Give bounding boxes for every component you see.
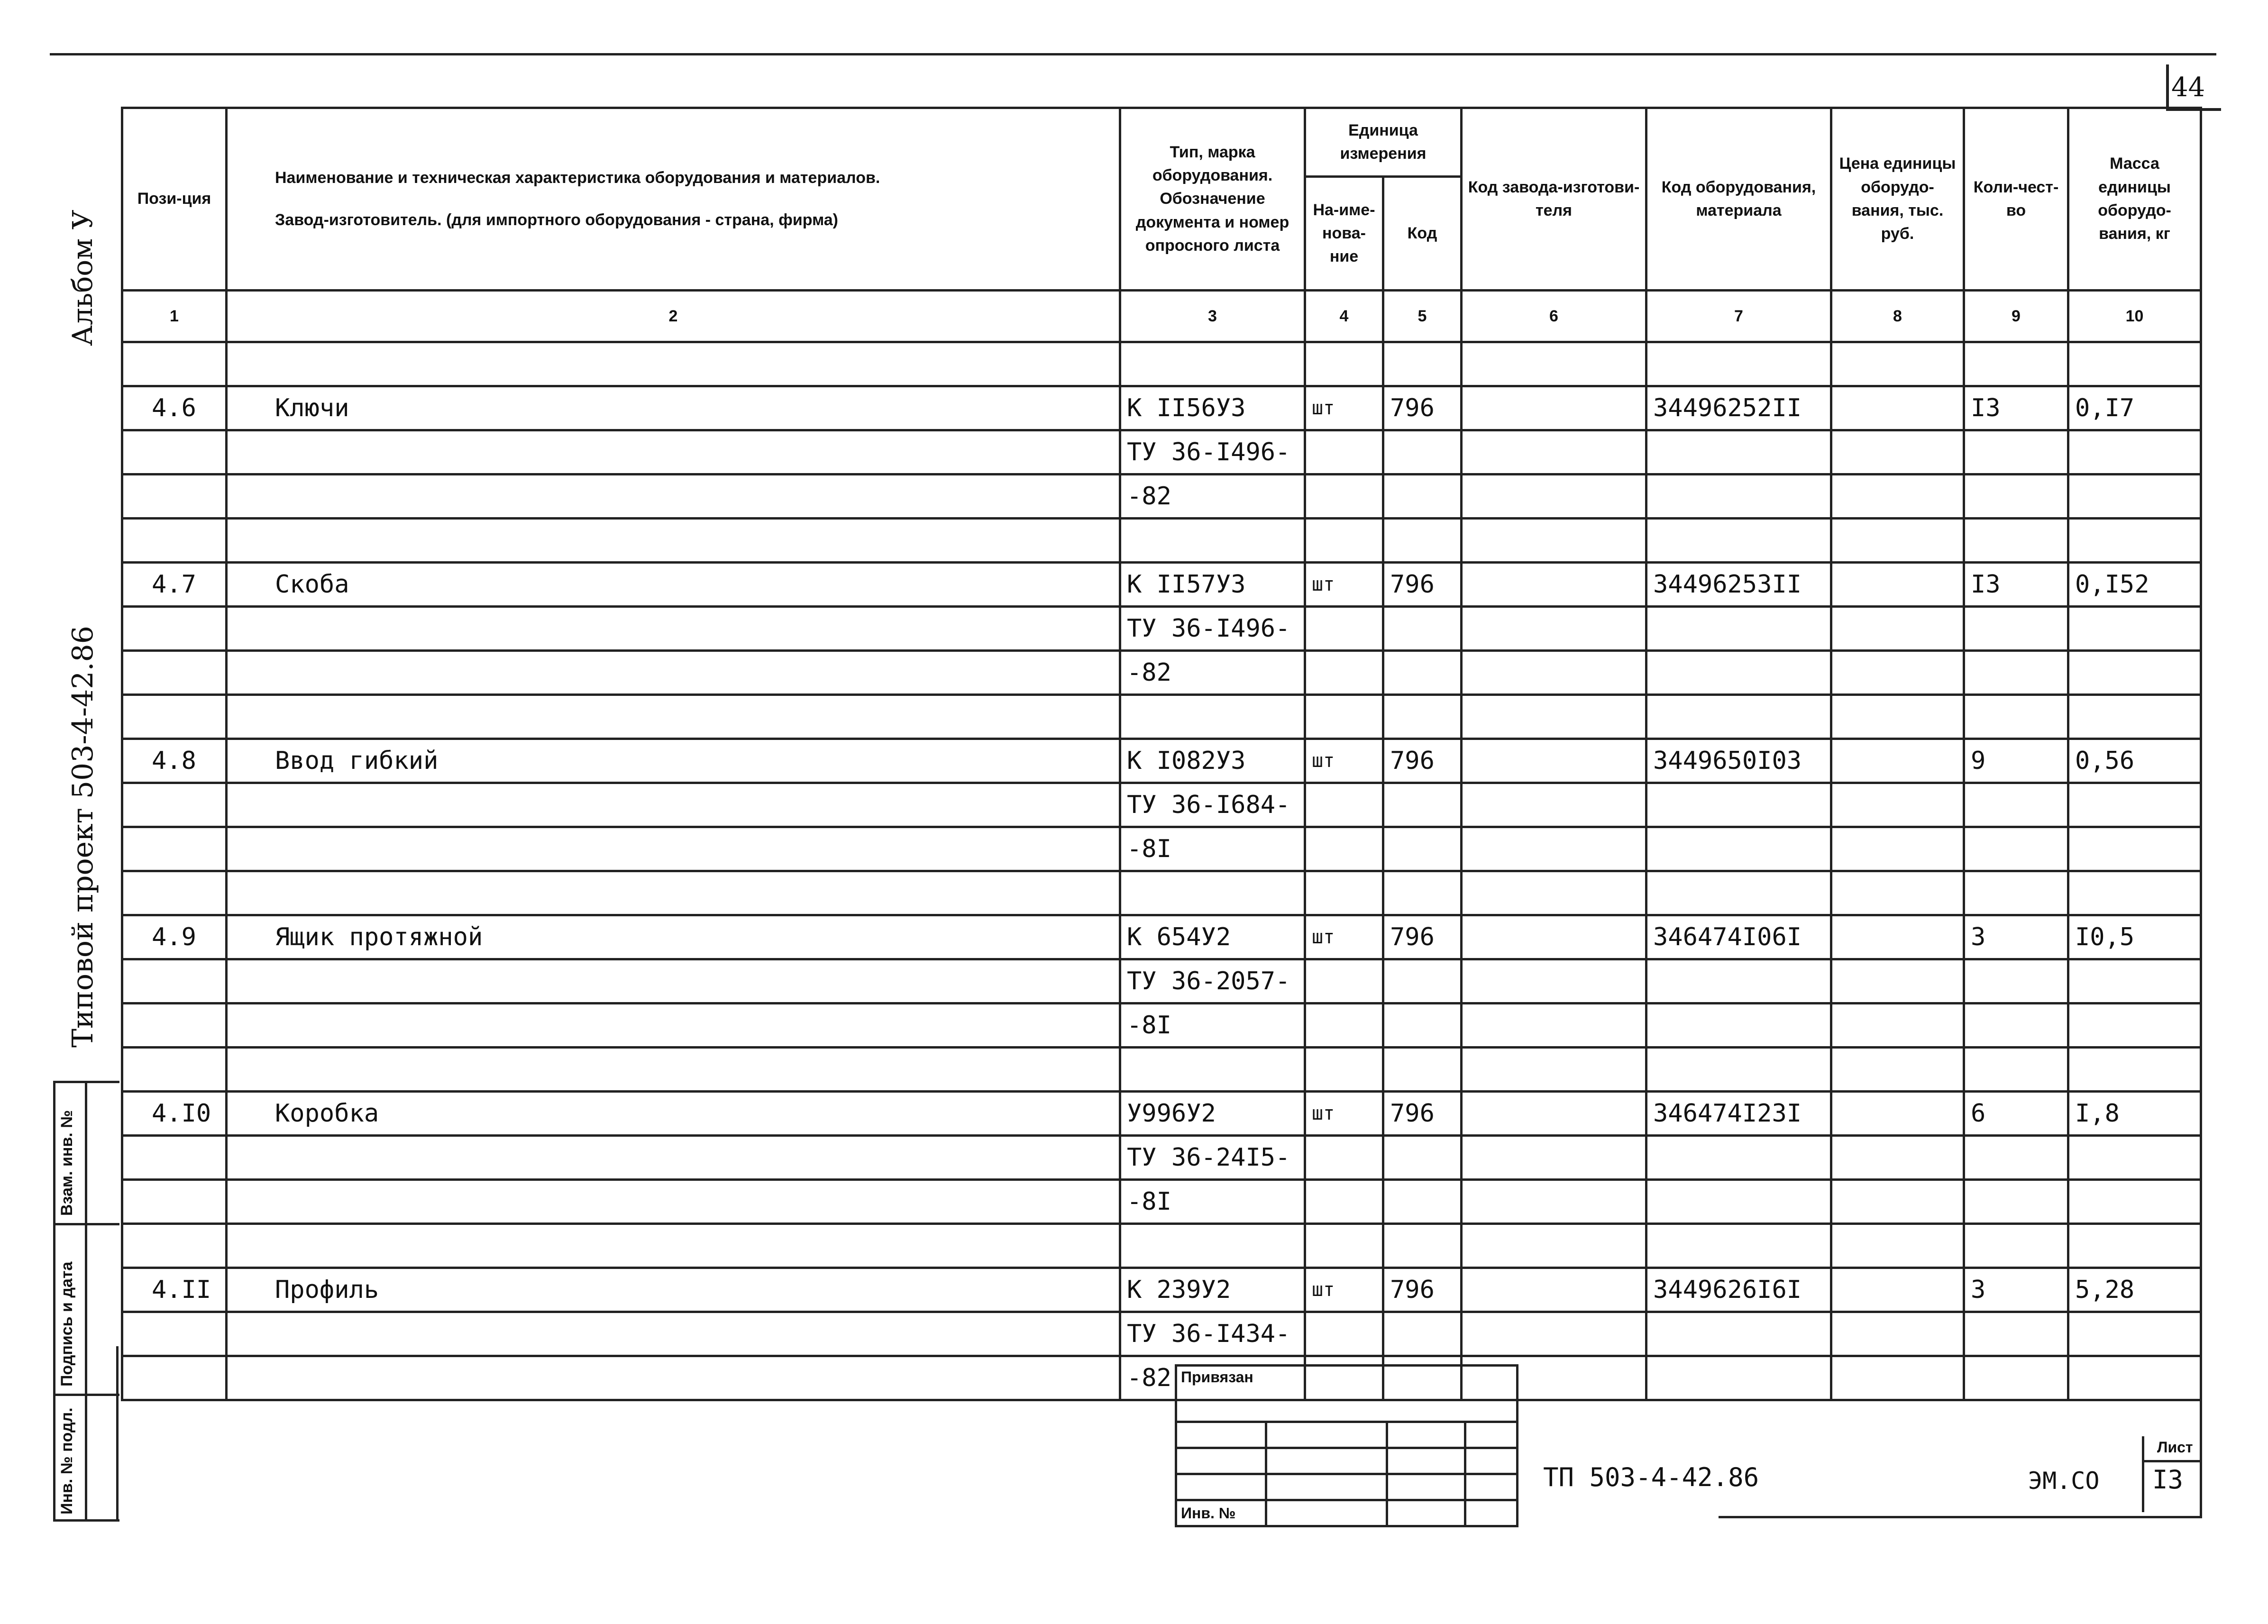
- specification-table: [121, 107, 2202, 1401]
- item-pos: 4.7: [122, 563, 227, 607]
- frame-left-line: [116, 1346, 119, 1522]
- col-number: 8: [1831, 291, 1964, 342]
- item-equip-code: 34496252II: [1646, 386, 1831, 430]
- item-unit: шт: [1305, 386, 1383, 430]
- item-name: Профиль: [227, 1268, 1120, 1312]
- item-unit: шт: [1305, 915, 1383, 959]
- page-number: 44: [2171, 72, 2205, 103]
- spacer-row: [122, 519, 2201, 563]
- col-header-type: Тип, марка оборудования. Обозначение документа и номер опросного листа: [1120, 108, 1305, 291]
- item-pos: 4.I0: [122, 1092, 227, 1136]
- item-unit: шт: [1305, 563, 1383, 607]
- table-row: [122, 827, 2201, 871]
- table-row: [122, 1004, 2201, 1048]
- col-number: 5: [1383, 291, 1462, 342]
- col-number: 1: [122, 291, 227, 342]
- item-qty: 3: [1964, 1268, 2068, 1312]
- item-unit-code: 796: [1383, 739, 1462, 783]
- column-number-row: [122, 291, 2201, 342]
- item-unit-code: 796: [1383, 1092, 1462, 1136]
- item-pos: 4.6: [122, 386, 227, 430]
- col-number: 4: [1305, 291, 1383, 342]
- col-header-mass: Масса единицы оборудо-вания, кг: [2068, 108, 2201, 291]
- col-header-price: Цена единицы оборудо-вания, тыс. руб.: [1831, 108, 1964, 291]
- sheet-number: I3: [2152, 1465, 2184, 1495]
- item-unit-code: 796: [1383, 1268, 1462, 1312]
- item-type-doc: ТУ 36-24I5-: [1120, 1136, 1305, 1180]
- stamp-podpis-label: Подпись и дата: [58, 1261, 76, 1387]
- item-qty: 3: [1964, 915, 2068, 959]
- table-row: [122, 386, 2201, 430]
- table-row: [122, 1180, 2201, 1224]
- item-type: К II57УЗ: [1120, 563, 1305, 607]
- table-row: [122, 607, 2201, 651]
- table-row: [122, 1092, 2201, 1136]
- spacer-row: [122, 1224, 2201, 1268]
- spacer-row: [122, 871, 2201, 915]
- item-mass: I,8: [2068, 1092, 2201, 1136]
- item-unit-code: 796: [1383, 915, 1462, 959]
- item-qty: I3: [1964, 563, 2068, 607]
- item-mass: 5,28: [2068, 1268, 2201, 1312]
- item-type-doc: ТУ 36-I496-: [1120, 430, 1305, 474]
- stamp-inv-podl-label: Инв. № подл.: [58, 1407, 76, 1515]
- side-album-label: Альбом У: [66, 210, 99, 346]
- item-qty: 6: [1964, 1092, 2068, 1136]
- spacer-row: [122, 342, 2201, 386]
- col-number: 9: [1964, 291, 2068, 342]
- table-row: [122, 651, 2201, 695]
- item-type: К II56УЗ: [1120, 386, 1305, 430]
- item-type-doc-cont: -82: [1120, 1356, 1305, 1400]
- item-unit: шт: [1305, 1092, 1383, 1136]
- item-equip-code: 34496253II: [1646, 563, 1831, 607]
- spacer-row: [122, 1048, 2201, 1092]
- item-type-doc-cont: -82: [1120, 651, 1305, 695]
- item-type: К 239У2: [1120, 1268, 1305, 1312]
- privyazan-block: [1175, 1364, 1518, 1527]
- item-name: Ввод гибкий: [227, 739, 1120, 783]
- item-equip-code: 346474I23I: [1646, 1092, 1831, 1136]
- item-qty: I3: [1964, 386, 2068, 430]
- table-row: [122, 430, 2201, 474]
- item-name: Скоба: [227, 563, 1120, 607]
- item-type-doc: ТУ 36-I684-: [1120, 783, 1305, 827]
- item-type-doc-cont: -8I: [1120, 827, 1305, 871]
- item-type-doc: ТУ 36-I496-: [1120, 607, 1305, 651]
- item-type-doc-cont: -8I: [1120, 1180, 1305, 1224]
- item-type: К I082УЗ: [1120, 739, 1305, 783]
- item-type-doc: ТУ 36-2057-: [1120, 959, 1305, 1004]
- sheet-label: Лист: [2157, 1439, 2193, 1456]
- table-row: [122, 474, 2201, 519]
- top-border-line: [50, 53, 2216, 55]
- table-row: [122, 1312, 2201, 1356]
- table-row: [122, 915, 2201, 959]
- stamp-vzam-inv-label: Взам. инв. №: [58, 1110, 76, 1216]
- col-header-unit-name: На-име-нова-ние: [1305, 177, 1383, 291]
- item-type: К 654У2: [1120, 915, 1305, 959]
- title-block-mark: ЭМ.СО: [2028, 1467, 2100, 1495]
- title-bottom-rule: [1719, 1516, 2202, 1518]
- item-name: Ключи: [227, 386, 1120, 430]
- item-unit: шт: [1305, 1268, 1383, 1312]
- table-row: [122, 959, 2201, 1004]
- col-header-unit-group: Единица измерения: [1305, 108, 1462, 177]
- item-pos: 4.II: [122, 1268, 227, 1312]
- item-unit: шт: [1305, 739, 1383, 783]
- item-unit-code: 796: [1383, 386, 1462, 430]
- col-header-name-line2: Завод-изготовитель. (для импортного оборудования - страна, фирма): [275, 211, 839, 229]
- col-number: 6: [1462, 291, 1646, 342]
- item-type-doc-cont: -82: [1120, 474, 1305, 519]
- table-row: [122, 739, 2201, 783]
- item-mass: 0,I7: [2068, 386, 2201, 430]
- col-header-unit-code: Код: [1383, 177, 1462, 291]
- item-equip-code: 346474I06I: [1646, 915, 1831, 959]
- col-number: 7: [1646, 291, 1831, 342]
- title-block-code: ТП 503-4-42.86: [1543, 1462, 1759, 1492]
- table-row: [122, 1356, 2201, 1400]
- item-name: Коробка: [227, 1092, 1120, 1136]
- table-row: [122, 783, 2201, 827]
- item-type-doc-cont: -8I: [1120, 1004, 1305, 1048]
- privyazan-label: Привязан: [1176, 1366, 1518, 1422]
- col-number: 10: [2068, 291, 2201, 342]
- item-unit-code: 796: [1383, 563, 1462, 607]
- side-project-label: Типовой проект 503-4-42.86: [66, 626, 100, 1048]
- item-name: Ящик протяжной: [227, 915, 1120, 959]
- table-row: [122, 1136, 2201, 1180]
- table-row: [122, 563, 2201, 607]
- col-number: 2: [227, 291, 1120, 342]
- item-qty: 9: [1964, 739, 2068, 783]
- table-row: [122, 1268, 2201, 1312]
- spacer-row: [122, 695, 2201, 739]
- col-header-name-line1: Наименование и техническая характеристика оборудования и материалов.: [275, 168, 880, 187]
- item-type-doc: ТУ 36-I434-: [1120, 1312, 1305, 1356]
- inv-no-label: Инв. №: [1176, 1500, 1266, 1526]
- item-mass: I0,5: [2068, 915, 2201, 959]
- item-mass: 0,I52: [2068, 563, 2201, 607]
- col-header-pos: Пози-ция: [122, 108, 227, 291]
- col-header-factory-code: Код завода-изготови-теля: [1462, 108, 1646, 291]
- item-mass: 0,56: [2068, 739, 2201, 783]
- col-header-name: [227, 108, 1120, 291]
- item-equip-code: 3449650I03: [1646, 739, 1831, 783]
- item-pos: 4.9: [122, 915, 227, 959]
- col-number: 3: [1120, 291, 1305, 342]
- col-header-qty: Коли-чест-во: [1964, 108, 2068, 291]
- item-type: У996У2: [1120, 1092, 1305, 1136]
- col-header-equip-code: Код оборудования, материала: [1646, 108, 1831, 291]
- item-pos: 4.8: [122, 739, 227, 783]
- item-equip-code: 3449626I6I: [1646, 1268, 1831, 1312]
